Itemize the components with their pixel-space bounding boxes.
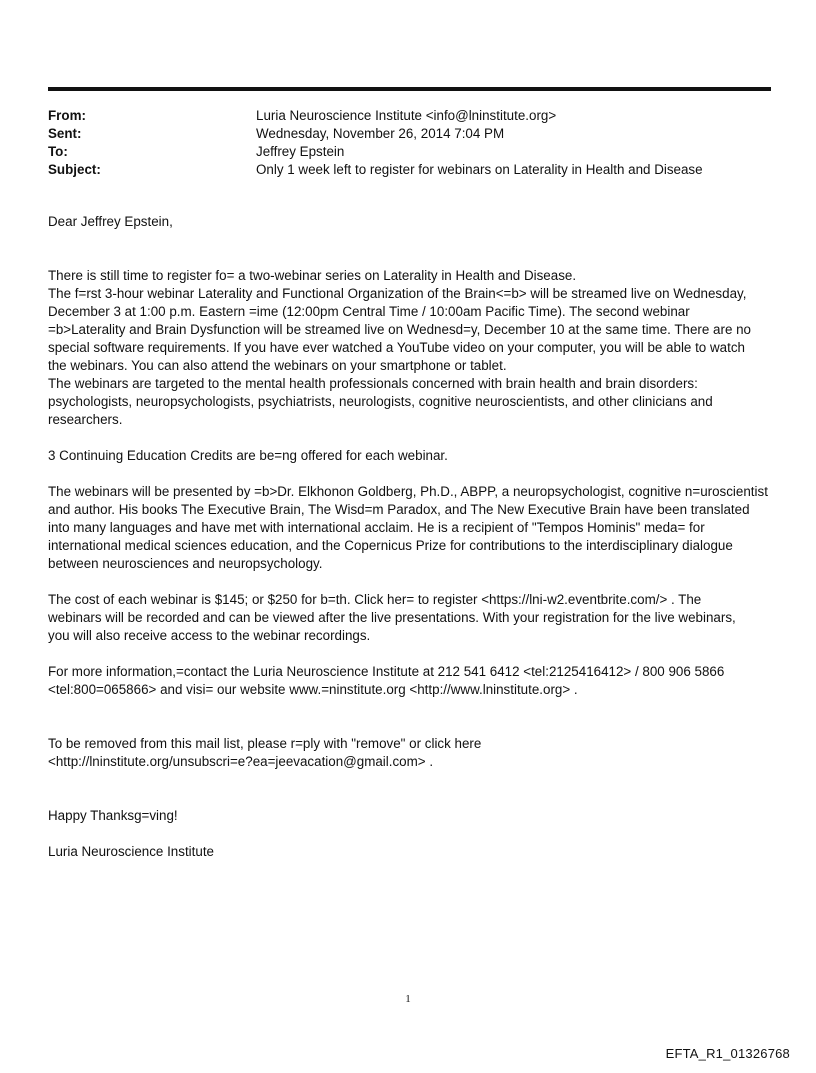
header-rule <box>48 87 771 91</box>
sent-row <box>48 125 703 143</box>
p1-line: the webinars. You can also attend the webinars on your smartphone or tablet. <box>48 358 507 373</box>
p1-line: There is still time to register fo= a two-webinar series on Laterality in Health and Disease. <box>48 268 577 283</box>
p4-line: The cost of each webinar is $145; or $250 for b=th. Click her= to register <https://lni-w2.eventbrite.com/> . The <box>48 592 702 607</box>
p5-line: <tel:800=065866> and visi= our website www.=ninstitute.org <http://www.lninstitute.org> . <box>48 682 578 697</box>
p1-line: psychologists, neuropsychologists, psychiatrists, neurologists, cognitive neuroscientists, and other clinicians and <box>48 394 713 409</box>
p1-line: The webinars are targeted to the mental health professionals concerned with brain health and brain disorders: <box>48 376 698 391</box>
p1-line: The f=rst 3-hour webinar Laterality and Functional Organization of the Brain<=b> will be streamed live on Wednesday, <box>48 286 747 301</box>
p5-line: For more information,=contact the Luria Neuroscience Institute at 212 541 6412 <tel:2125416412> / 800 906 5866 <box>48 664 725 679</box>
to-value: Jeffrey Epstein <box>256 144 345 159</box>
p3-line: and author. His books The Executive Brain, The Wisd=m Paradox, and The New Executive Brain have been translated <box>48 502 750 517</box>
p6-line: To be removed from this mail list, please r=ply with "remove" or click here <box>48 736 482 751</box>
holiday-greeting: Happy Thanksg=ving! <box>48 808 178 823</box>
p1-line: December 3 at 1:00 p.m. Eastern =ime (12:00pm Central Time / 10:00am Pacific Time). The second webinar <box>48 304 690 319</box>
subject-row <box>48 161 703 179</box>
subject-value: Only 1 week left to register for webinars on Laterality in Health and Disease <box>256 162 703 177</box>
sent-value: Wednesday, November 26, 2014 7:04 PM <box>256 126 505 141</box>
p4-line: webinars will be recorded and can be viewed after the live presentations. With your registration for the live webinars, <box>48 610 736 625</box>
email-body <box>48 213 788 861</box>
from-value: Luria Neuroscience Institute <info@lninstitute.org> <box>256 108 557 123</box>
from-label: From: <box>48 108 86 123</box>
p1-line: =b>Laterality and Brain Dysfunction will be streamed live on Wednesd=y, December 10 at the same time. There are no <box>48 322 752 337</box>
sent-label: Sent: <box>48 126 82 141</box>
p4-line: you will also receive access to the webinar recordings. <box>48 628 371 643</box>
to-row <box>48 143 703 161</box>
page-number: 1 <box>405 993 411 1005</box>
p3-line: international medical sciences education, and the Copernicus Prize for contributions to the interdisciplinary dialogue <box>48 538 733 553</box>
email-header <box>48 107 703 179</box>
p6-line: <http://lninstitute.org/unsubscri=e?ea=jeevacation@gmail.com> . <box>48 754 434 769</box>
p3-line: between neurosciences and neuropsychology. <box>48 556 323 571</box>
p1-line: researchers. <box>48 412 123 427</box>
signature: Luria Neuroscience Institute <box>48 844 214 859</box>
p1-line: special software requirements. If you have ever watched a YouTube video on your computer, you will be able to watch <box>48 340 745 355</box>
p3-line: The webinars will be presented by =b>Dr. Elkhonon Goldberg, Ph.D., ABPP, a neuropsychologist, cognitive n=uroscientist <box>48 484 768 499</box>
to-label: To: <box>48 144 68 159</box>
subject-label: Subject: <box>48 162 101 177</box>
credits-paragraph: 3 Continuing Education Credits are be=ng offered for each webinar. <box>48 448 448 463</box>
from-row <box>48 107 703 125</box>
greeting: Dear Jeffrey Epstein, <box>48 214 173 229</box>
document-id: EFTA_R1_01326768 <box>665 1046 790 1061</box>
p3-line: into many languages and have met with international acclaim. He is a recipient of "Tempos Hominis" meda= for <box>48 520 705 535</box>
